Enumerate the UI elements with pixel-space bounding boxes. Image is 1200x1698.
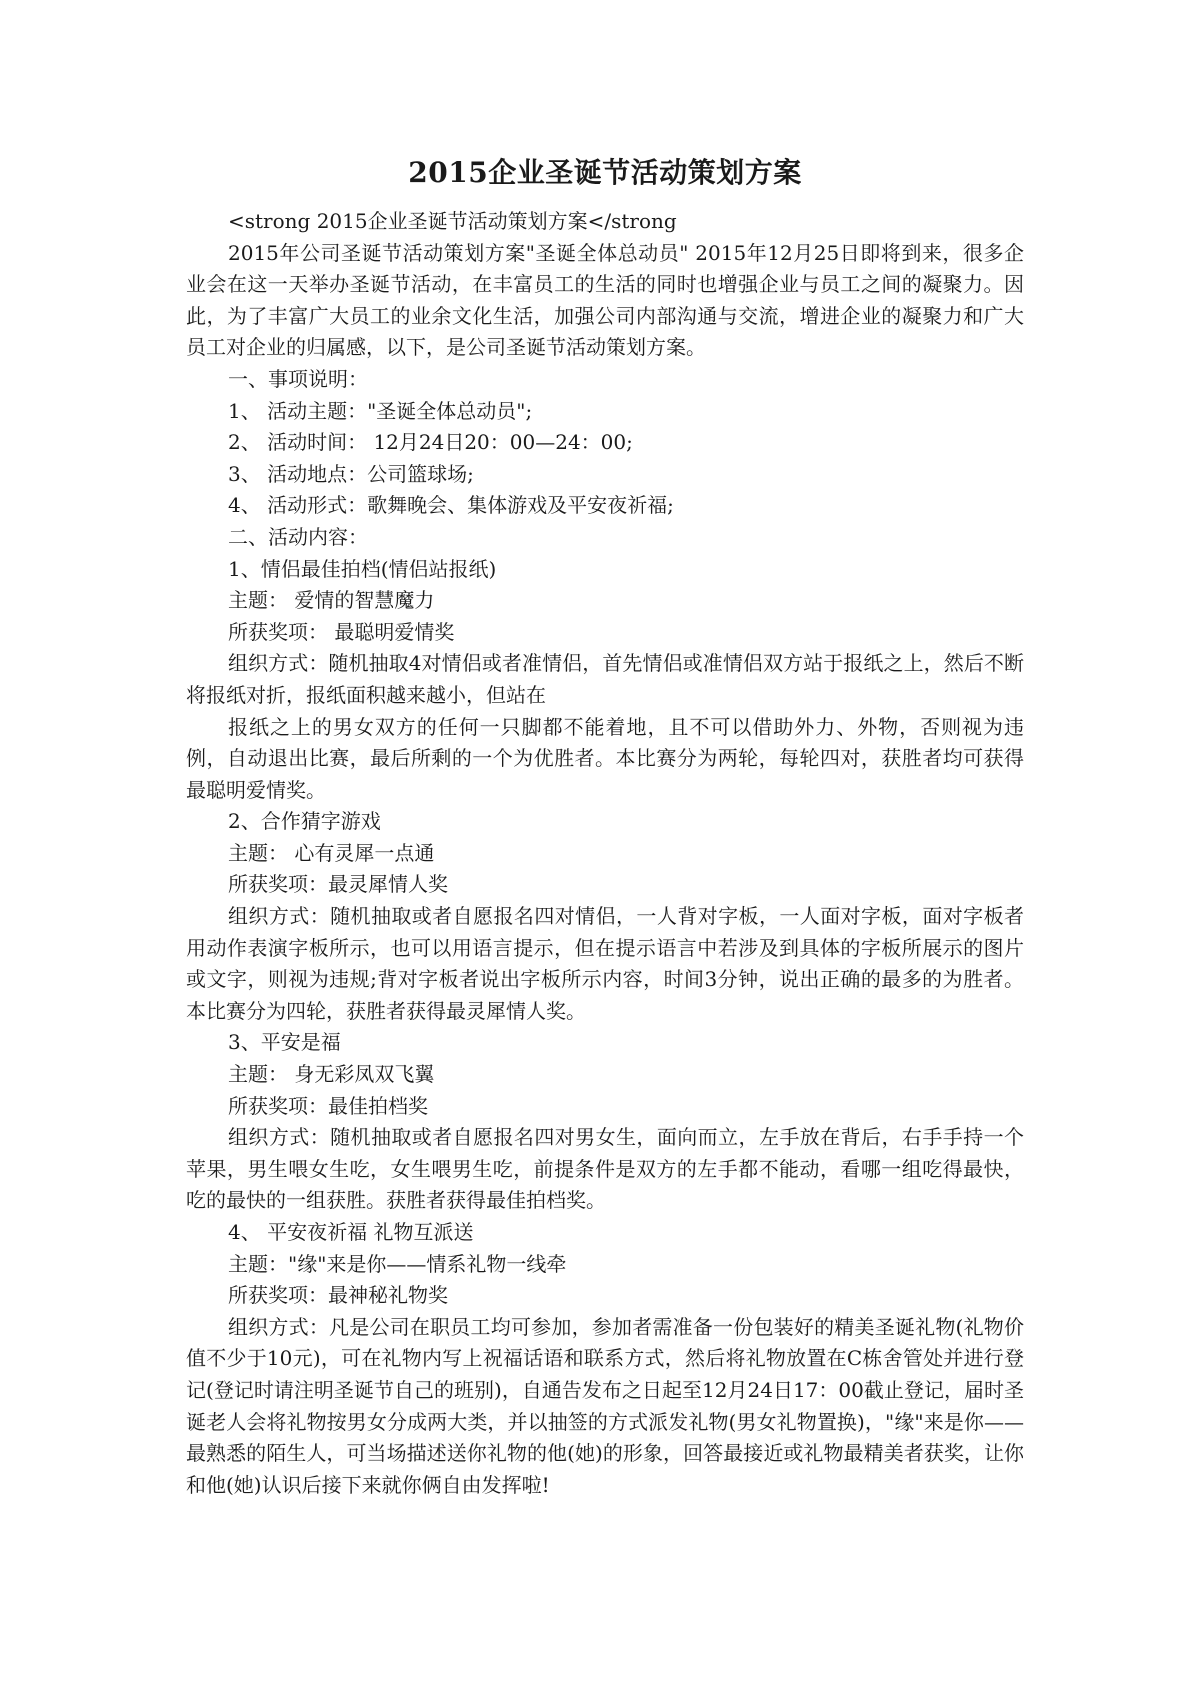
heading-section-1: 一、事项说明：: [228, 366, 368, 391]
activity-2-theme: 主题： 心有灵犀一点通: [228, 840, 435, 865]
activity-3-title: 3、平安是福: [228, 1030, 341, 1055]
activity-4-award: 所获奖项：最神秘礼物奖: [228, 1283, 448, 1308]
activity-3-theme: 主题： 身无彩凤双飞翼: [228, 1062, 435, 1087]
list-item-theme: 1、 活动主题："圣诞全体总动员";: [228, 398, 533, 423]
paragraph-strong-tag: <strong 2015企业圣诞节活动策划方案</strong: [228, 209, 677, 233]
heading-section-2: 二、活动内容：: [228, 524, 368, 549]
paragraph-intro: 2015年公司圣诞节活动策划方案"圣诞全体总动员" 2015年12月25日即将到来，很多企业会在这一天举办圣诞节活动，在丰富员工的生活的同时也增强企业与员工之间的凝聚力。因此，为了丰富广大员工的业余文化生活，加强公司内部沟通与交流，增进企业的凝聚力和广大员工对企业的归属感，以下，是公司圣诞节活动策划方案。: [186, 240, 1024, 360]
activity-4-theme: 主题："缘"来是你——情系礼物一线牵: [228, 1251, 567, 1276]
list-item-location: 3、 活动地点：公司篮球场;: [228, 461, 474, 486]
activity-1-award: 所获奖项： 最聪明爱情奖: [228, 619, 455, 644]
activity-2-method: 组织方式：随机抽取或者自愿报名四对情侣，一人背对字板，一人面对字板，面对字板者用动作表演字板所示，也可以用语言提示，但在提示语言中若涉及到具体的字板所展示的图片或文字，则视为违规;背对字板者说出字板所示内容，时间3分钟，说出正确的最多的为胜者。本比赛分为四轮，获胜者获得最灵犀情人奖。: [186, 904, 1024, 1023]
list-item-time: 2、 活动时间： 12月24日20：00—24：00;: [228, 430, 633, 455]
list-item-format: 4、 活动形式：歌舞晚会、集体游戏及平安夜祈福;: [228, 493, 674, 518]
document-body: [186, 150, 1024, 1501]
activity-2-award: 所获奖项：最灵犀情人奖: [228, 872, 448, 897]
activity-3-award: 所获奖项：最佳拍档奖: [228, 1093, 428, 1118]
activity-1-method-continued: 报纸之上的男女双方的任何一只脚都不能着地，且不可以借助外力、外物，否则视为违例，自动退出比赛，最后所剩的一个为优胜者。本比赛分为两轮，每轮四对，获胜者均可获得最聪明爱情奖。: [186, 714, 1024, 802]
document-title: 2015企业圣诞节活动策划方案: [408, 156, 802, 189]
activity-1-method: 组织方式：随机抽取4对情侣或者准情侣，首先情侣或准情侣双方站于报纸之上，然后不断将报纸对折，报纸面积越来越小，但站在: [186, 651, 1024, 707]
activity-3-method: 组织方式：随机抽取或者自愿报名四对男女生，面向而立，左手放在背后，右手手持一个苹果，男生喂女生吃，女生喂男生吃，前提条件是双方的左手都不能动，看哪一组吃得最快，吃的最快的一组获胜。获胜者获得最佳拍档奖。: [186, 1125, 1024, 1213]
activity-4-method: 组织方式：凡是公司在职员工均可参加，参加者需准备一份包装好的精美圣诞礼物(礼物价值不少于10元)，可在礼物内写上祝福话语和联系方式，然后将礼物放置在C栋舍管处并进行登记(登记时请注明圣诞节自己的班别)，自通告发布之日起至12月24日17：00截止登记，届时圣诞老人会将礼物按男女分成两大类，并以抽签的方式派发礼物(男女礼物置换)，"缘"来是你——最熟悉的陌生人，可当场描述送你礼物的他(她)的形象，回答最接近或礼物最精美者获奖，让你和他(她)认识后接下来就你俩自由发挥啦!: [186, 1314, 1024, 1497]
activity-1-title: 1、情侣最佳拍档(情侣站报纸): [228, 556, 497, 581]
activity-1-theme: 主题： 爱情的智慧魔力: [228, 588, 435, 613]
activity-2-title: 2、合作猜字游戏: [228, 809, 381, 834]
activity-4-title: 4、 平安夜祈福 礼物互派送: [228, 1220, 474, 1244]
